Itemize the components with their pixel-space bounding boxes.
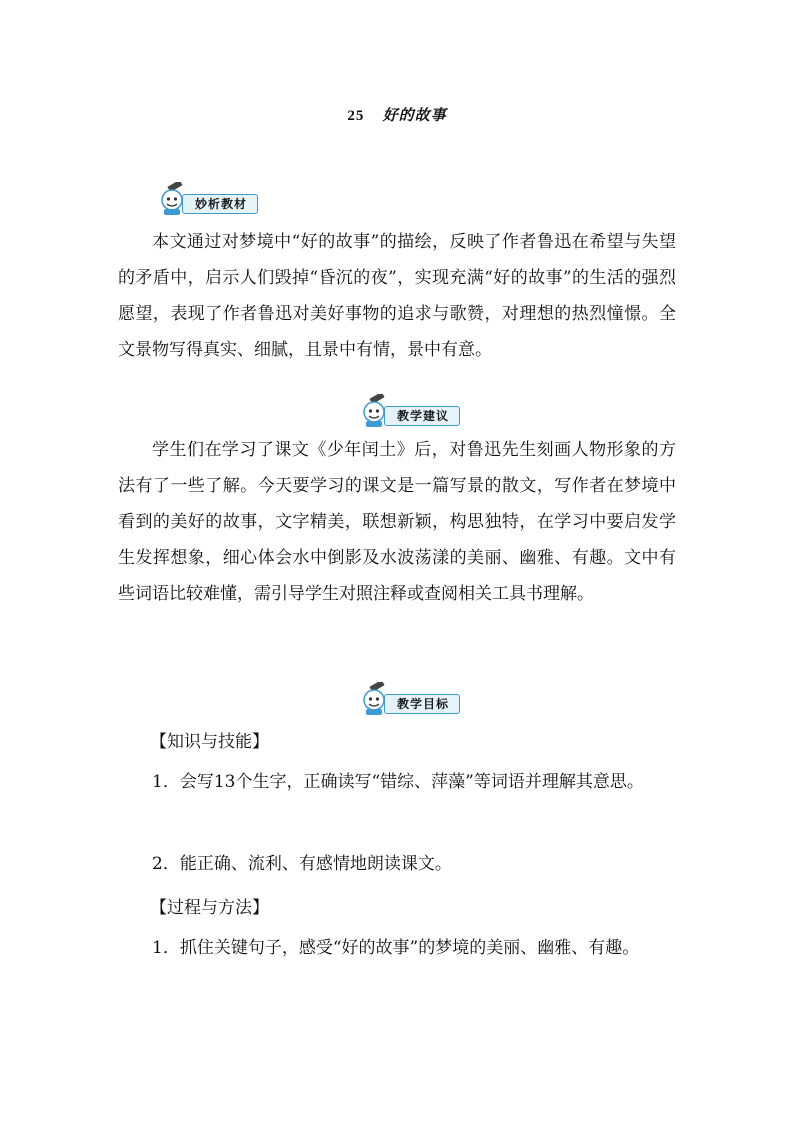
section-label-goals: 教学目标 [384, 694, 460, 714]
process-heading: 【过程与方法】 [150, 898, 269, 918]
section-label-analysis: 妙析教材 [182, 194, 258, 214]
process-item-1: 1．抓住关键句子，感受“好的故事”的梦境的美丽、幽雅、有趣。 [152, 938, 640, 958]
suggestion-paragraph: 学生们在学习了课文《少年闰土》后，对鲁迅先生刻画人物形象的方法有了一些了解。今天要学习的课文是一篇写景的散文，写作者在梦境中看到的美好的故事，文字精美，联想新颖，构思独特，在学习中要启发学生发挥想象，细心体会水中倒影及水波荡漾的美丽、幽雅、有趣。文中有些词语比较难懂，需引导学生对照注释或查阅相关工具书理解。 [118, 440, 676, 604]
section-tag-analysis [156, 182, 258, 216]
section-tag-goals [358, 682, 460, 716]
pencil-mascot-icon [156, 182, 190, 216]
lesson-name: 好的故事 [382, 106, 447, 124]
section-label-suggestion: 教学建议 [384, 406, 460, 426]
pencil-mascot-icon [358, 394, 392, 428]
lesson-title [0, 104, 794, 125]
analysis-paragraph: 本文通过对梦境中“好的故事”的描绘，反映了作者鲁迅在希望与失望的矛盾中，启示人们毁掉“昏沉的夜”，实现充满“好的故事”的生活的强烈愿望，表现了作者鲁迅对美好事物的追求与歌赞，对理想的热烈憧憬。全文景物写得真实、细腻，且景中有情，景中有意。 [118, 232, 676, 360]
lesson-number: 25 [347, 108, 365, 124]
knowledge-heading: 【知识与技能】 [150, 732, 269, 752]
knowledge-item-1: 1．会写13个生字，正确读写“错综、萍藻”等词语并理解其意思。 [152, 772, 644, 792]
knowledge-item-2: 2．能正确、流利、有感情地朗读课文。 [152, 854, 452, 874]
pencil-mascot-icon [358, 682, 392, 716]
section-tag-suggestion [358, 394, 460, 428]
